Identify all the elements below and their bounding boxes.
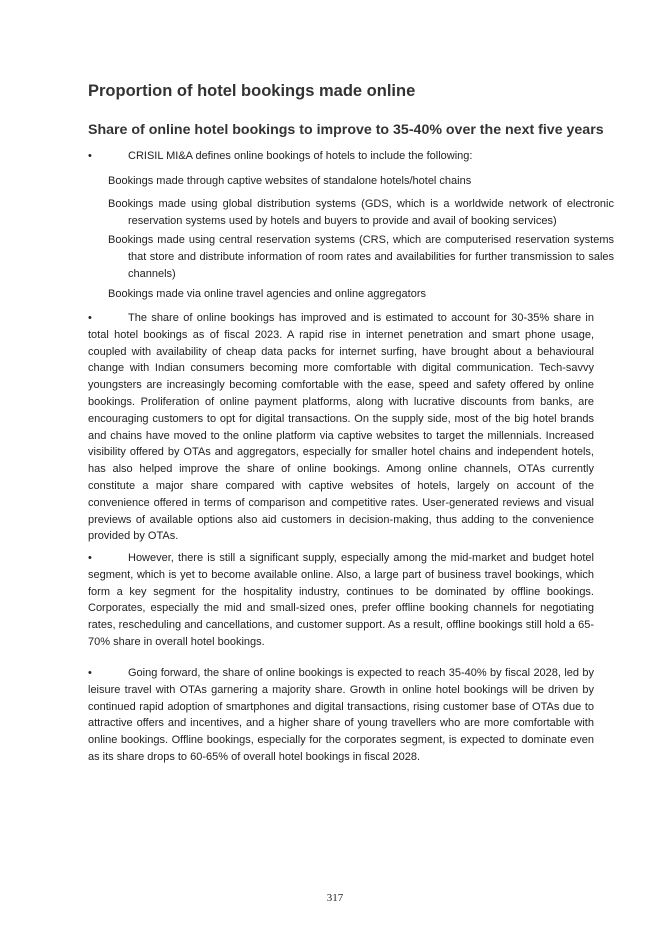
bullet-icon: •: [88, 312, 92, 324]
intro-bullet: [88, 148, 594, 165]
bullet-icon: •: [88, 150, 92, 162]
definition-item: Bookings made using central reservation systems (CRS, which are computerised reservation systems that store and distribute information of room rates and availabilities for further transmission to sales channels): [108, 234, 614, 280]
paragraph-bullet: [88, 310, 594, 545]
paragraph-text: Going forward, the share of online bookings is expected to reach 35-40% by fiscal 2028, led by leisure travel with OTAs garnering a majority share. Growth in online hotel bookings will be driven by continued rapid adoption of smartphones and digital transactions, rising customer base of OTAs due to attractive offers and incentives, and a higher share of young travellers who are more comfortable with online bookings. Offline bookings, especially for the corporates segment, is expected to dominate even as its share drops to 60-65% of overall hotel bookings in fiscal 2028.: [88, 667, 594, 763]
bullet-icon: •: [88, 552, 92, 564]
paragraph-text: However, there is still a significant supply, especially among the mid-market and budget hotel segment, which is yet to become available online. Also, a large part of business travel bookings, which form a key segment for the hospitality industry, continues to be dominated by offline bookings. Corporates, especially the mid and small-sized ones, prefer offline booking channels for negotiating rates, rescheduling and cancellations, and customer support. As a result, offline bookings still hold a 65-70% share in overall hotel bookings.: [88, 552, 594, 648]
bullet-icon: •: [88, 667, 92, 679]
page-number: 317: [326, 892, 344, 904]
definition-item: Bookings made using global distribution systems (GDS, which is a worldwide network of electronic reservation systems used by hotels and buyers to provide and avail of booking services): [108, 198, 614, 227]
paragraph-bullet: [88, 665, 594, 766]
definition-item: Bookings made via online travel agencies and online aggregators: [108, 288, 426, 300]
section-subtitle: Share of online hotel bookings to improve to 35-40% over the next five years: [88, 122, 604, 138]
intro-text: CRISIL MI&A defines online bookings of hotels to include the following:: [128, 150, 473, 162]
section-title: Proportion of hotel bookings made online: [88, 82, 416, 100]
paragraph-text: The share of online bookings has improved and is estimated to account for 30-35% share in total hotel bookings as of fiscal 2023. A rapid rise in internet penetration and smart phone usage, coupled with availability of cheap data packs for internet surfing, have brought about a behavioural change with Indian consumers becoming more comfortable with digital communication. Tech-savvy youngsters are increasingly becoming comfortable with the ease, speed and safety offered by online bookings. Proliferation of online payment platforms, along with lucrative discounts from banks, are encouraging customers to opt for digital transactions. On the supply side, most of the big hotel brands and chains have moved to the online platform via captive websites to target the millennials. Increased visibility offered by OTAs and aggregators, especially for smaller hotel chains and independent hotels, has also helped improve the share of online bookings. Among online channels, OTAs currently constitute a major share compared with captive websites of hotels, largely on account of the convenience offered in terms of comparison and competitive rates. User-generated reviews and visual previews of available options also aid customers in decision-making, thus adding to the convenience provided by OTAs.: [88, 312, 594, 543]
definition-item: Bookings made through captive websites of standalone hotels/hotel chains: [108, 175, 472, 187]
paragraph-bullet: [88, 550, 594, 651]
